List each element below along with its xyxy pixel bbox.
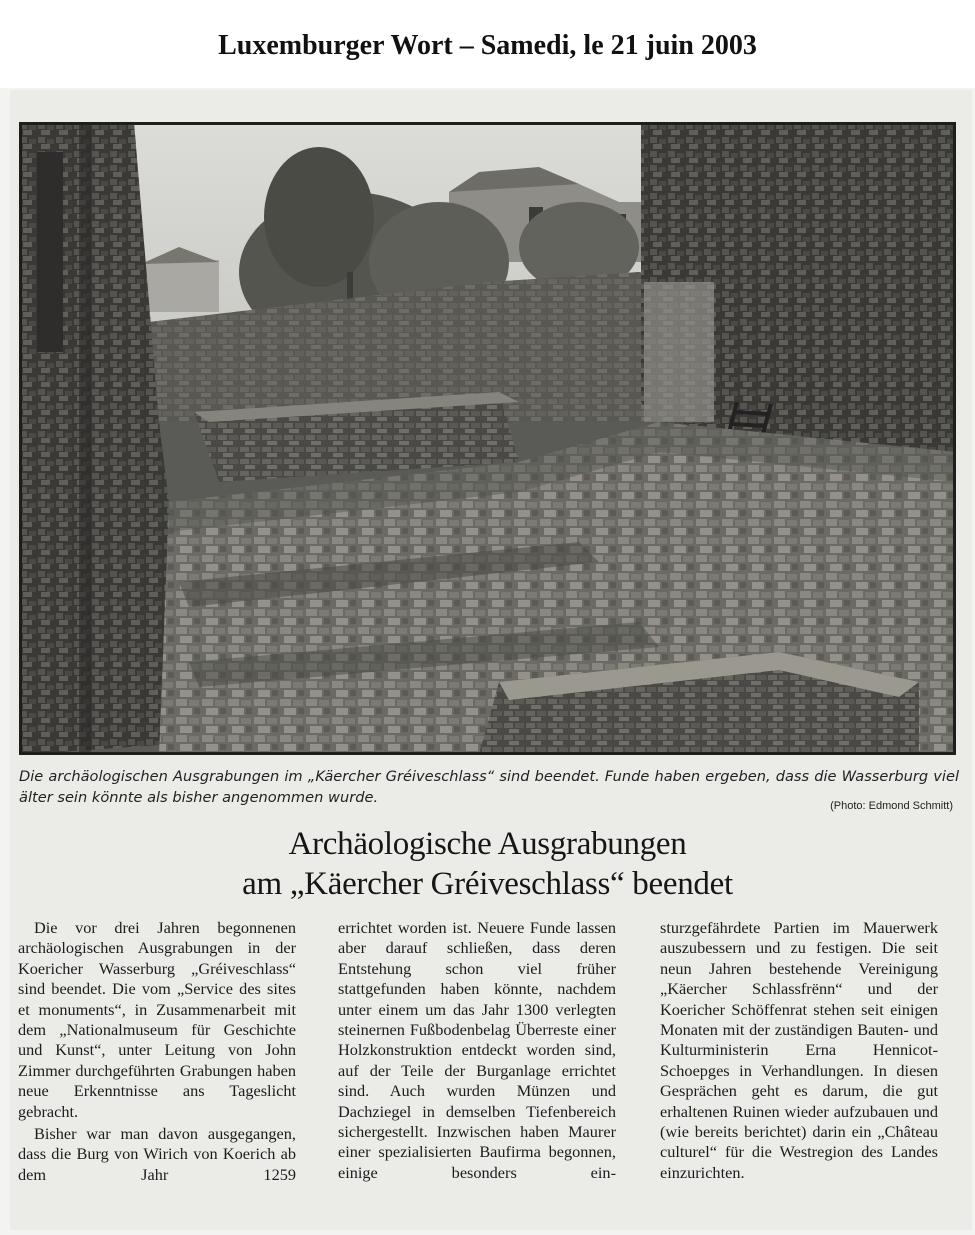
article-column-1 — [18, 918, 296, 1185]
column-3-paragraph-1: sturzgefährdete Partien im Mauerwerk auszubessern und zu festigen. Die seit neun Jahren bestehende Vereinigung „Käercher Schlassfrënn“ und der Koericher Schöffenrat stehen seit einigen Monaten mit der zuständigen Bauten- und Kulturministerin Erna Hennicot-Schoepges in Verhandlungen. In diesen Gesprächen geht es darum, die gut erhaltenen Ruinen wieder aufzubauen und (wie bereits berichtet) darin ein „Château culturel“ für die Westregion des Landes einzurichten. — [660, 918, 938, 1182]
photo-credit: (Photo: Edmond Schmitt) — [830, 800, 953, 812]
castle-excavation-photo — [19, 122, 956, 755]
headline-line-2: am „Käercher Gréiveschlass“ beendet — [242, 866, 733, 902]
article-column-2 — [338, 918, 616, 1183]
column-1-paragraph-2: Bisher war man davon ausgegangen, dass die Burg von Wirich von Koerich ab dem Jahr 1259 — [18, 1124, 296, 1184]
column-2-paragraph-1: errichtet worden ist. Neuere Funde lassen aber darauf schließen, dass deren Entstehung schon viel früher stattgefunden haben könnte, nachdem unter einem um das Jahr 1300 verlegten steinernen Fußbodenbelag Überreste einer Holzkonstruktion entdeckt worden sind, auf der Teile der Burganlage errichtet sind. Auch wurden Münzen und Dachziegel in demselben Tiefenbereich sichergestellt. Inzwischen haben Maurer einer spezialisierten Baufirma begonnen, einige besonders ein- — [338, 918, 616, 1182]
article-headline — [100, 824, 875, 904]
headline-line-1: Archäologische Ausgrabungen — [288, 826, 687, 862]
column-1-paragraph-1: Die vor drei Jahren begonnenen archäologischen Ausgrabungen in der Koericher Wasserburg „Gréiveschlass“ sind beendet. Die vom „Service des sites et monuments“, in Zusammenarbeit mit dem „Nationalmuseum für Geschichte und Kunst“, unter Leitung von John Zimmer durchgeführten Grabungen haben neue Erkenntnisse ans Tageslicht gebracht. — [18, 918, 296, 1121]
photo-caption: Die archäologischen Ausgrabungen im „Käercher Gréiveschlass“ sind beendet. Funde haben ergeben, dass die Wasserburg viel älter sein könnte als bisher angenommen wurde. — [19, 768, 959, 806]
newspaper-title: Luxemburger Wort – Samedi, le 21 juin 2003 — [218, 30, 757, 61]
masthead — [0, 0, 975, 88]
photo-illustration — [19, 122, 956, 755]
article-column-3 — [660, 918, 938, 1183]
